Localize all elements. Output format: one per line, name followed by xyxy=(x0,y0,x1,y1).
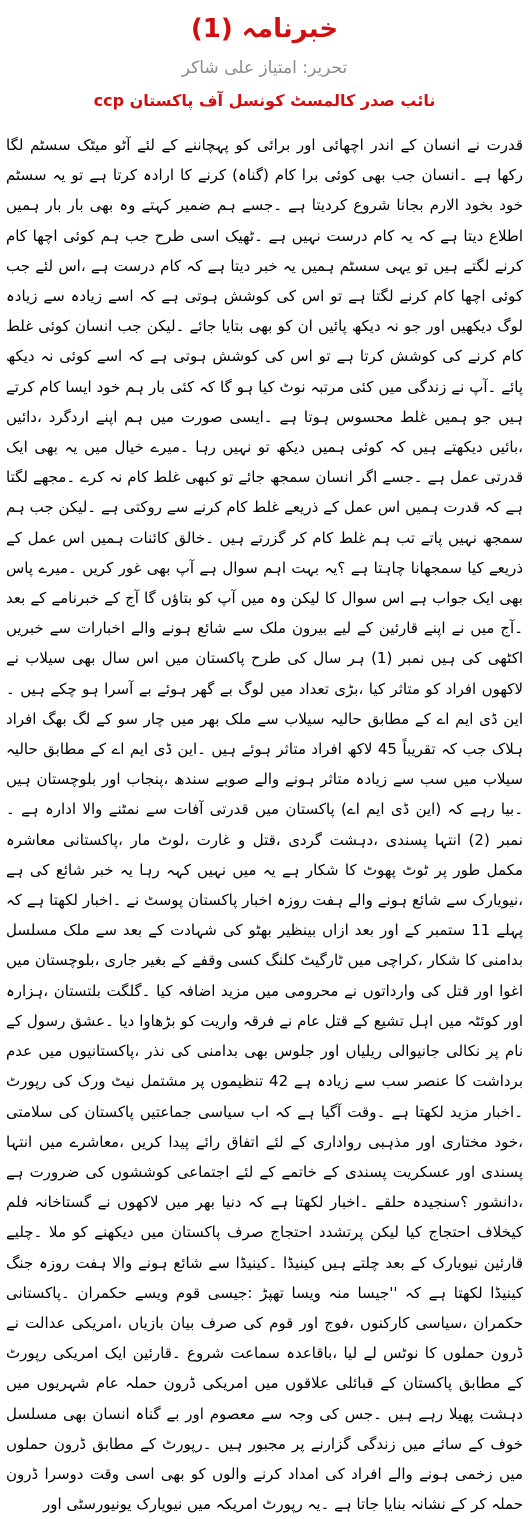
article-body xyxy=(6,130,523,1519)
author-line: تحریر: امتیاز علی شاکر xyxy=(181,58,348,78)
article-title: خبرنامہ (1) xyxy=(190,14,339,44)
author-designation: نائب صدر کالمسٹ کونسل آف پاکستان ccp xyxy=(93,91,436,110)
article-paragraph: قدرت نے انسان کے اندر اچھائی اور برائی کو پہچاننے کے لئے آٹو میٹک سسٹم لگا رکھا ہے ۔انسان جب بھی کوئی برا کام (گناہ) کرنے کا ارادہ کرتا ہے تو یہ سسٹم خود بخود الارم بجانا شروع کردیتا ہے ۔جسے ہم ضمیر کہتے وہ بھی بار بار ہمیں اطلاع دیتا ہے کہ یہ کام درست نہیں ہے ۔ٹھیک اسی طرح جب ہم کوئی اچھا کام کرنے لگتے ہیں تو یہی سسٹم ہمیں یہ خبر دیتا ہے کہ کام درست ہے ،اس لئے جب کوئی اچھا کام کرنے لگتا ہے تو اس کی کوشش ہوتی ہے کہ اسے زیادہ سے زیادہ لوگ دیکھیں اور جو نہ دیکھ پائیں ان کو بھی بتایا جائے ۔لیکن جب انسان کوئی غلط کام کرنے کی کوشش کرتا ہے تو اس کی کوشش ہوتی ہے کہ اسے کوئی نہ دیکھ پائے ۔آپ نے زندگی میں کئی مرتبہ نوٹ کیا ہو گا کہ کئی بار ہم خود ایسا کام کرتے ہیں جو ہمیں غلط محسوس ہوتا ہے ۔ایسی صورت میں ہم اپنے اردگرد ،دائیں ،بائیں دیکھتے ہیں کہ کوئی ہمیں دیکھ تو نہیں رہا ۔میرے خیال میں یہ بھی ایک قدرتی عمل ہے ۔جسے اگر انسان سمجھ جائے تو کبھی غلط کام نہ کرے ۔مجھے لگتا ہے کہ قدرت ہمیں اس عمل کے ذریعے غلط کام کرنے سے روکتی ہے ۔لیکن جب ہم سمجھ نہیں پاتے تب ہم غلط کام کر گزرتے ہیں ۔خالق کائنات ہمیں اس عمل کے ذریعے کیا سمجھانا چاہتا ہے ؟یہ بہت اہم سوال ہے آپ بھی غور کریں ۔میرے پاس بھی ایک جواب ہے اس سوال کا لیکن وہ میں آپ کو بتاؤں گا آج کے خبرنامے کے بعد ۔آج میں نے اپنے قارئین کے لیے بیرون ملک سے شائع ہونے والے اخبارات سے خبریں اکٹھی کی ہیں نمبر (1) ہر سال کی طرح پاکستان میں اس سال بھی سیلاب نے لاکھوں افراد کو متاثر کیا ،بڑی تعداد میں لوگ بے گھر ہوئے بے آسرا ہو چکے ہیں ۔این ڈی ایم اے کے مطابق حالیہ سیلاب سے ملک بھر میں چار سو کے لگ بھگ افراد ہلاک جب کہ تقریباً 45 لاکھ افراد متاثر ہوئے ہیں ۔این ڈی ایم اے کے مطابق حالیہ سیلاب میں سب سے زیادہ متاثر ہونے والے صوبے سندھ ،پنجاب اور بلوچستان ہیں ۔بیا رہے کہ (این ڈی ایم اے) پاکستان میں قدرتی آفات سے نمٹنے والا ادارہ ہے ۔نمبر (2) انتہا پسندی ،دہشت گردی ،قتل و غارت ،لوٹ مار ،پاکستانی معاشرہ مکمل طور پر ٹوٹ پھوٹ کا شکار ہے یہ میں نہیں کہہ رہا یہ خبر شائع کی ہے ،نیویارک سے شائع ہونے والے ہفت روزہ اخبار پاکستان پوسٹ نے ۔اخبار لکھتا ہے کہ پہلے 11 ستمبر کے اور بعد ازاں بینظیر بھٹو کی شہادت کے بعد سے ملک مسلسل بدامنی کا شکار ،کراچی میں ٹارگیٹ کلنگ کسی وقفے کے بغیر جاری ،بلوچستان میں اغوا اور قتل کی وارداتوں نے محرومی میں مزید اضافہ کیا ۔گلگت بلتستان ،ہزارہ اور کوئٹہ میں اہل تشیع کے قتل عام نے فرقہ واریت کو بڑھاوا دیا ۔عشق رسول کے نام پر نکالی جانیوالی ریلیاں اور جلوس بھی بدامنی کی نذر ،پاکستانیوں میں عدم برداشت کا عنصر سب سے زیادہ ہے 42 تنظیموں پر مشتمل نیٹ ورک کی رپورٹ ۔اخبار مزید لکھتا ہے ۔وقت آگیا ہے کہ اب سیاسی جماعتیں پاکستان کی سلامتی ،خود مختاری اور مذہبی رواداری کے لئے اتفاق رائے پیدا کریں ،معاشرے میں انتہا پسندی اور عسکریت پسندی کے خاتمے کے لئے اجتماعی کوششوں کی ضرورت ہے ،دانشور ؟سنجیدہ حلقے ۔اخبار لکھتا ہے کہ دنیا بھر میں لاکھوں نے گستاخانہ فلم کیخلاف احتجاج کیا لیکن پرتشدد احتجاج صرف پاکستان میں دیکھنے کو ملا ۔چلیے قارئین نیویارک کے بعد چلتے ہیں کینیڈا ۔کینیڈا سے شائع ہونے والا ہفت روزہ جنگ کینیڈا لکھتا ہے کہ ''جیسا منہ ویسا تھپڑ :جیسی قوم ویسے حکمران ۔پاکستانی حکمران ،سیاسی کارکنوں ،فوج اور قوم کی صرف بیان بازیاں ،امریکی عدالت نے ڈرون حملوں کا نوٹس لے لیا ،باقاعدہ سماعت شروع ۔قارئین ایک امریکی رپورٹ کے مطابق پاکستان کے قبائلی علاقوں میں امریکی ڈرون حملہ عام شہریوں میں دہشت پھیلا رہے ہیں ۔جس کی وجہ سے معصوم اور بے گناہ انسان بھی مسلسل خوف کے سائے میں زندگی گزارنے پر مجبور ہیں ۔رپورٹ کے مطابق ڈرون حملوں میں زخمی ہونے والے افراد کی امداد کرنے والوں کو بھی اسی وقت دوسرا ڈرون حملہ کر کے نشانہ بنایا جاتا ہے ۔یہ رپورٹ امریکہ میں نیویارک یونیورسٹی اور xyxy=(6,136,524,1514)
